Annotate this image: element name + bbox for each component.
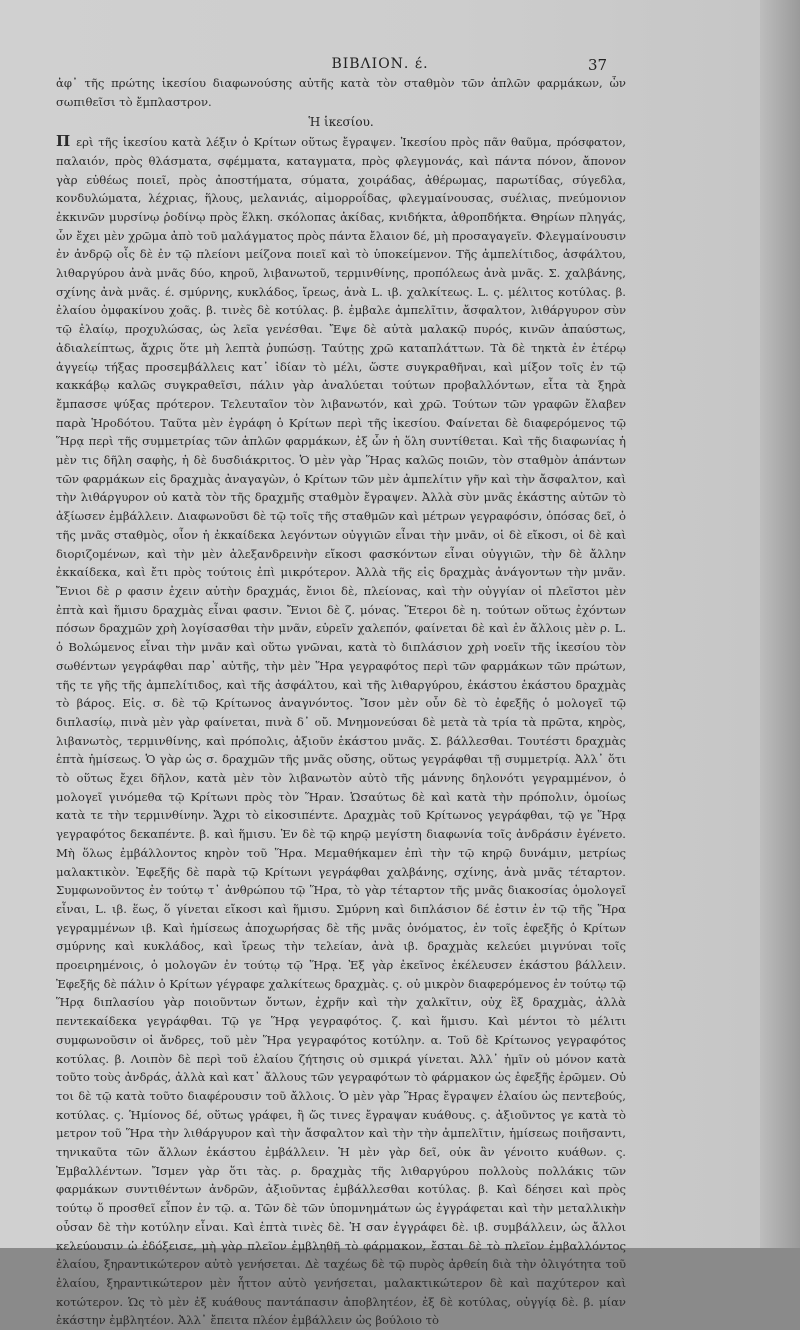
binding-shadow <box>760 0 800 1248</box>
section-title: Ἡ ἱκεσίου. <box>308 115 374 130</box>
drop-cap: Π <box>56 132 71 151</box>
body-paragraph: ερὶ τῆς ἱκεσίου κατὰ λέξιν ὁ Κρίτων οὕτως ἔγραψεν. Ἱκεσίου πρὸς πᾶν θαῦμα, πρόσφατον, παλαιόν, πρὸς θλάσματα, σφέμματα, καταγματα, πρὸς φλεγμονάς, καὶ πάντα πόνον, ἄπονον γὰρ εὐθέως ποιεῖ, πρὸς ἀποστήματα, σύματα, χοιράδας, ἀθέρωμας, παρωτίδας, σύγεδλα, κονδυλώματα, λέχριας, ἥλους, μελανιάς, αἱμορροΐδας, φλεγμαίνουσας, συέλιας, πνεύμονιον ἐκκινῶν μυρσίνῳ ῥοδίνῳ πρὸς ἕλκη. σκόλοπας ἀκίδας, κνιδήκτα, ἀθροπδήκτα. Θηρίων πληγάς, ὧν ἔχει μὲν χρῶμα ἀπὸ τοῦ μαλάγματος πρὸς πάντα ἔλαιον δέ, μὴ προσαγαγεῖν. Φλεγμαίνουσιν ἐν ἀνδρῷ οἷς δὲ ἐν τῷ πλείονι μείζονα ποιεῖ καὶ τὸ ὑποκείμενον. Τῆς ἀμπελίτιδος, ἀσφάλτου, λιθαργύρου ἀνὰ μνᾶς δύο, κηροῦ, λιβανωτοῦ, τερμινθίνης, προπόλεως ἀνὰ μνᾶς. Σ. χαλβάνης, σχίνης ἀνὰ μνᾶς. έ. σμύρνης, κυκλάδος, ἴρεως, ἀνὰ L. ιβ. χαλκίτεως. L. ς. μέλιτος κοτύλας. β. ἐλαίου ὀμφακίνου χοᾶς. β. τινὲς δὲ κοτύλας. β. ἐμβαλε ἀμπελῖτιν, ἄσφαλτον, λιθάργυρον σὺν τῷ ἐλαίῳ, προχυλώσας, ὡς λεῖα γενέσθαι. Ἔψε δὲ αὐτὰ μαλακῷ πυρός, κινῶν ἀπαύστως, ἀδιαλείπτως, ἄχρις ὅτε μὴ λεπτὰ ῥυπώσῃ. Ταύτῃς χρῶ καταπλάττων. Τὰ δὲ τηκτὰ ἐν ἑτέρῳ ἀγγείῳ τήξας προσεμβάλλεις κατ᾽ ἰδίαν τὸ μέλι, ὥστε συγκραθῆναι, καὶ μίξον τοῖς ἐν τῷ κακκάβῳ καλῶς συγκραθεῖσι, πάλιν γὰρ ἀναλύεται τούτων προβαλλόντων, εἶτα τὰ ξηρὰ ἔμπασσε ψύξας πρότερον. Τελευταῖον τὸν λιβανωτόν, καὶ χρῶ. Τούτων τῶν γραφῶν ἔλαβεν παρὰ Ἡροδότου. Ταῦτα μὲν ἐγράφη ὁ Κρίτων περὶ τῆς ἱκεσίου. Φαίνεται δὲ διαφερόμενος τῷ Ἥρᾳ περὶ τῆς συμμετρίας τῶν ἁπλῶν φαρμάκων, ἐξ ὧν ἡ ὅλη συντίθεται. Καὶ τῆς διαφωνίας ἡ μὲν τις δῆλη σαφὴς, ἡ δὲ δυσδιάκριτος. Ὁ μὲν γὰρ Ἥρας καλῶς ποιῶν, τὸν σταθμὸν ἁπάντων τῶν φαρμάκων εἰς δραχμὰς ἀναγαγὼν, ὁ Κρίτων τῶν μὲν ἀμπελίτιν γῆν καὶ τὴν ἄσφαλτον, καὶ τὴν λιθάργυρον οὐ κατὰ τὸν τῆς δραχμῆς σταθμὸν ἔγραψεν. Ἀλλὰ σὺν μνᾶς ἑκάστης αὐτῶν τὸ ἀξίωσεν ἐμβάλλειν. Διαφωνοῦσι δὲ τῷ τοῖς τῆς σταθμῶν καὶ μέτρων γεγραφόσιν, ὁπόσας δεῖ, ὁ τῆς μνᾶς σταθμὸς, οἷον ἡ ἐκκαίδεκα λεγόντων οὐγγιῶν εἶναι τὴν μνᾶν, οἱ δὲ εἴκοσι, οἱ δὲ καὶ διοριζομένων, καὶ τὴν μὲν ἀλεξανδρεινὴν εἴκοσι φασκόντων εἶναι οὐγγιῶν, τὴν δὲ ἄλλην ἐκκαίδεκα, καὶ ἔτι πρὸς τούτοις ἐπὶ μικρότερον. Ἀλλὰ τῆς εἰς δραχμὰς ἀνάγοντων τὴν μνᾶν. Ἔνιοι δὲ ρ φασιν ἐχειν αὐτὴν δραχμάς, ἔνιοι δὲ, πλείονας, καὶ τὴν οὐγγίαν οἱ πλεῖστοι μὲν ἐπτὰ καὶ ἥμισυ δραχμὰς εἶναι φασιν. Ἔνιοι δὲ ζ. μόνας. Ἕτεροι δὲ η. τούτων οὕτως ἐχόντων πόσων δραχμῶν χρὴ λογίσασθαι τὴν μνᾶν, εὑρεῖν χαλεπόν, φαίνεται δὲ καὶ ἐν ἄλλοις μὲν ρ. L. ὁ Βολώμενος εἶναι τὴν μνᾶν καὶ οὕτω γνῶναι, κατὰ τὸ διπλάσιον χρὴ νοεῖν τῆς ἱκεσίου τὸν σωθέντων γεγράφθαι παρ᾽ αὐτῆς, τὴν μὲν Ἥρα γεγραφότος περὶ τῶν φαρμάκων τῶν πρώτων, τῆς τε γῆς τῆς ἀμπελίτιδος, καὶ τῆς ἀσφάλτου, καὶ τῆς λιθαργύρου, ἑκάστου ἑκάστου δραχμὰς τὸ βάρος. Εἰς. σ. δὲ τῷ Κρίτωνος ἀναγνόντος. Ἴσον μὲν οὖν δὲ τὸ ἐφεξῆς ὁ μολογεῖ τῷ διπλασίῳ, πινὰ μὲν γὰρ φαίνεται, πινὰ δ᾽ οὔ. Μνημονεύσαι δὲ μετὰ τὰ τρία τὰ πρῶτα, κηρὸς, λιβανωτὸς, τερμινθίνης, καὶ πρόπολις, ἀξιοῦν ἑκάστου μνᾶς. Σ. βάλλεσθαι. Τουτέστι δραχμὰς ἑπτὰ ἡμίσεως. Ὁ γὰρ ὡς σ. δραχμῶν τῆς μνᾶς οὔσης, οὕτως γεγράφθαι τῇ συμμετρίᾳ. Ἀλλ᾽ ὅτι τὸ οὕτως ἔχει δῆλον, κατὰ μὲν τὸν λιβανωτὸν αὐτὸ τῆς μάννης δηλονότι γεγραμμένον, ὁ μολογεῖ γινόμεθα τῷ Κρίτωνι πρὸς τὸν Ἥραν. Ὡσαύτως δὲ καὶ κατὰ τὴν πρόπολιν, ὁμοίως κατὰ τε τὴν τερμινθίνην. Ἄχρι τὸ εἰκοσιπέντε. Δραχμὰς τοῦ Κρίτωνος γεγράφθαι, τῷ γε Ἥρᾳ γεγραφότος δεκαπέντε. β. καὶ ἥμισυ. Ἐν δὲ τῷ κηρῷ μεγίστη διαφωνία τοῖς ἀνδράσιν ἐγένετο. Μὴ ὅλως ἐμβάλλοντος κηρὸν τοῦ Ἥρα. Μεμαθήκαμεν ἐπὶ τὴν τῷ κηρῷ δυνάμιν, μετρίως μαλακτικὸν. Ἐφεξῆς δὲ παρὰ τῷ Κρίτωνι γεγράφθαι χαλβάνης, σχίνης, ἀνὰ μνᾶς τέταρτον. Συμφωνοῦντος ἐν τούτῳ τ᾽ ἀνθρώπου τῷ Ἥρα, τὸ γὰρ τέταρτον τῆς μνᾶς διακοσίας ὁμολογεῖ εἶναι, L. ιβ. ἕως, ὅ γίνεται εἴκοσι καὶ ἥμισυ. Σμύρνη καὶ διπλάσιον δέ ἐστιν ἐν τῷ τῆς Ἥρα γεγραμμένων ιβ. Καὶ ἡμίσεως ἀποχωρήσας δὲ τῆς μνᾶς ὀνόματος, ἐν τοῖς ἐφεξῆς ὁ Κρίτων σμύρνης καὶ κυκλάδος, καὶ ἴρεως τὴν τελείαν, ἀνὰ ιβ. δραχμὰς κελεύει μιγνύναι τοῖς προειρημένοις, ὁ μολογῶν ἐν τούτῳ τῷ Ἥρᾳ. Ἐξ γὰρ ἐκεῖνος ἐκέλευσεν ἑκάστου βάλλειν. Ἐφεξῆς δὲ πάλιν ὁ Κρίτων γέγραφε χαλκίτεως δραχμὰς. ς. οὐ μικρὸν διαφερόμενος ἐν τούτῳ τῷ Ἥρᾳ διπλασίου γὰρ ποιοῦντων ὄντων, ἐχρῆν καὶ τὴν χαλκῖτιν, οὐχ ἓξ δραχμὰς, ἀλλὰ πεντεκαίδεκα γεγράφθαι. Τῷ γε Ἥρᾳ γεγραφότος. ζ. καὶ ἥμισυ. Καὶ μέντοι τὸ μέλιτι συμφωνοῦσιν οἱ ἄνδρες, τοῦ μὲν Ἥρα γεγραφότος κοτύλην. α. Τοῦ δὲ Κρίτωνος γεγραφότος κοτύλας. β. Λοιπὸν δὲ περὶ τοῦ ἐλαίου ζήτησις οὐ σμικρά γίνεται. Ἀλλ᾽ ἡμῖν οὐ μόνον κατὰ τοῦτο τοὺς ἀνδράς, ἀλλὰ καὶ κατ᾽ ἄλλους τῶν γεγραφότων τὸ φάρμακον ὡς ἐφεξῆς ἐρῶμεν. Οὐ τοι δὲ τῷ κατὰ τοῦτο διαφέρουσιν τοῦ ἄλλοις. Ὁ μὲν γὰρ Ἥρας ἔγραψεν ἐλαίου ὡς πεντεβούς, κοτύλας. ς. Ἡμίονος δέ, οὕτως γράφει, ἢ ὥς τινες ἔγραψαν κυάθους. ς. ἀξιοῦντος γε κατὰ τὸ μετρον τοῦ Ἥρα τὴν λιθάργυρον καὶ τὴν ἄσφαλτον καὶ τὴν τὴν ἀμπελῖτιν, ἡμίσεως ποιῆσαντι, τηνικαῦτα τῶν ἄλλων ἑκάστου ἐμβάλλειν. Ἡ μὲν γὰρ δεῖ, οὐκ ἂν γένοιτο κυάθων. ς. Ἐμβαλλέντων. Ἴσμεν γὰρ ὅτι τὰς. ρ. δραχμὰς τῆς λιθαργύρου πολλοὺς πολλάκις τῶν φαρμάκων συντιθέντων ἀνδρῶν, ἀξιοῦντας ἐμβάλλεσθαι κοτύλας. β. Καὶ δέησει καὶ πρὸς τούτῳ ὅ προσθεῖ εἶπον ἐν τῷ. α. Τῶν δὲ τῶν ὑπομνημάτων ὡς ἐγγράφεται καὶ τὴν μεταλλικὴν οὖσαν δὲ τὴν κοτύλην εἶναι. Καὶ ἑπτὰ τινὲς δὲ. Ἡ σαν ἐγγράφει δὲ. ιβ. συμβάλλειν, ὡς ἄλλοι κελεύουσιν ὡ ἐδόξεισε, μὴ γὰρ πλεῖον ἐμβληθῆ τὸ φάρμακον, ἔσται δὲ τὸ πλεῖον ἐμβαλλόντος ἐλαίου, ξηραντικώτερον αὐτὸ γενήσεται. Δὲ ταχέως δὲ τῷ πυρὸς ἀρθείη διὰ τὴν ὀλιγότητα τοῦ ἐλαίου, ξηραντικώτερον μὲν ἧττον αὐτὸ γενήσεται, μαλακτικώτερον δὲ καὶ παχύτερον καὶ κοτώτερον. Ὡς τὸ μὲν ἐξ κυάθους παντάπασιν ἀποβλητέον, ἐξ δὲ κοτύλας, οὐγγίᾳ δὲ. β. μίαν ἑκάστην ἐμβλητέον. Ἀλλ᾽ ἔπειτα πλέον ἐμβάλλειν ὡς βούλοιο τὸ <box>56 135 626 1328</box>
page-number: 37 <box>588 56 608 74</box>
text-block <box>56 74 626 1330</box>
body-text <box>56 132 626 1330</box>
running-head: ΒΙΒΛΙΟΝ. έ. <box>331 56 429 72</box>
intro-lines: ἀφ᾽ τῆς πρώτης ἱκεσίου διαφωνούσης αὐτῆς κατὰ τὸν σταθμὸν τῶν ἁπλῶν φαρμάκων, ὧν σωπιθεῖσι τὸ ἔμπλαστρον. <box>56 76 626 109</box>
